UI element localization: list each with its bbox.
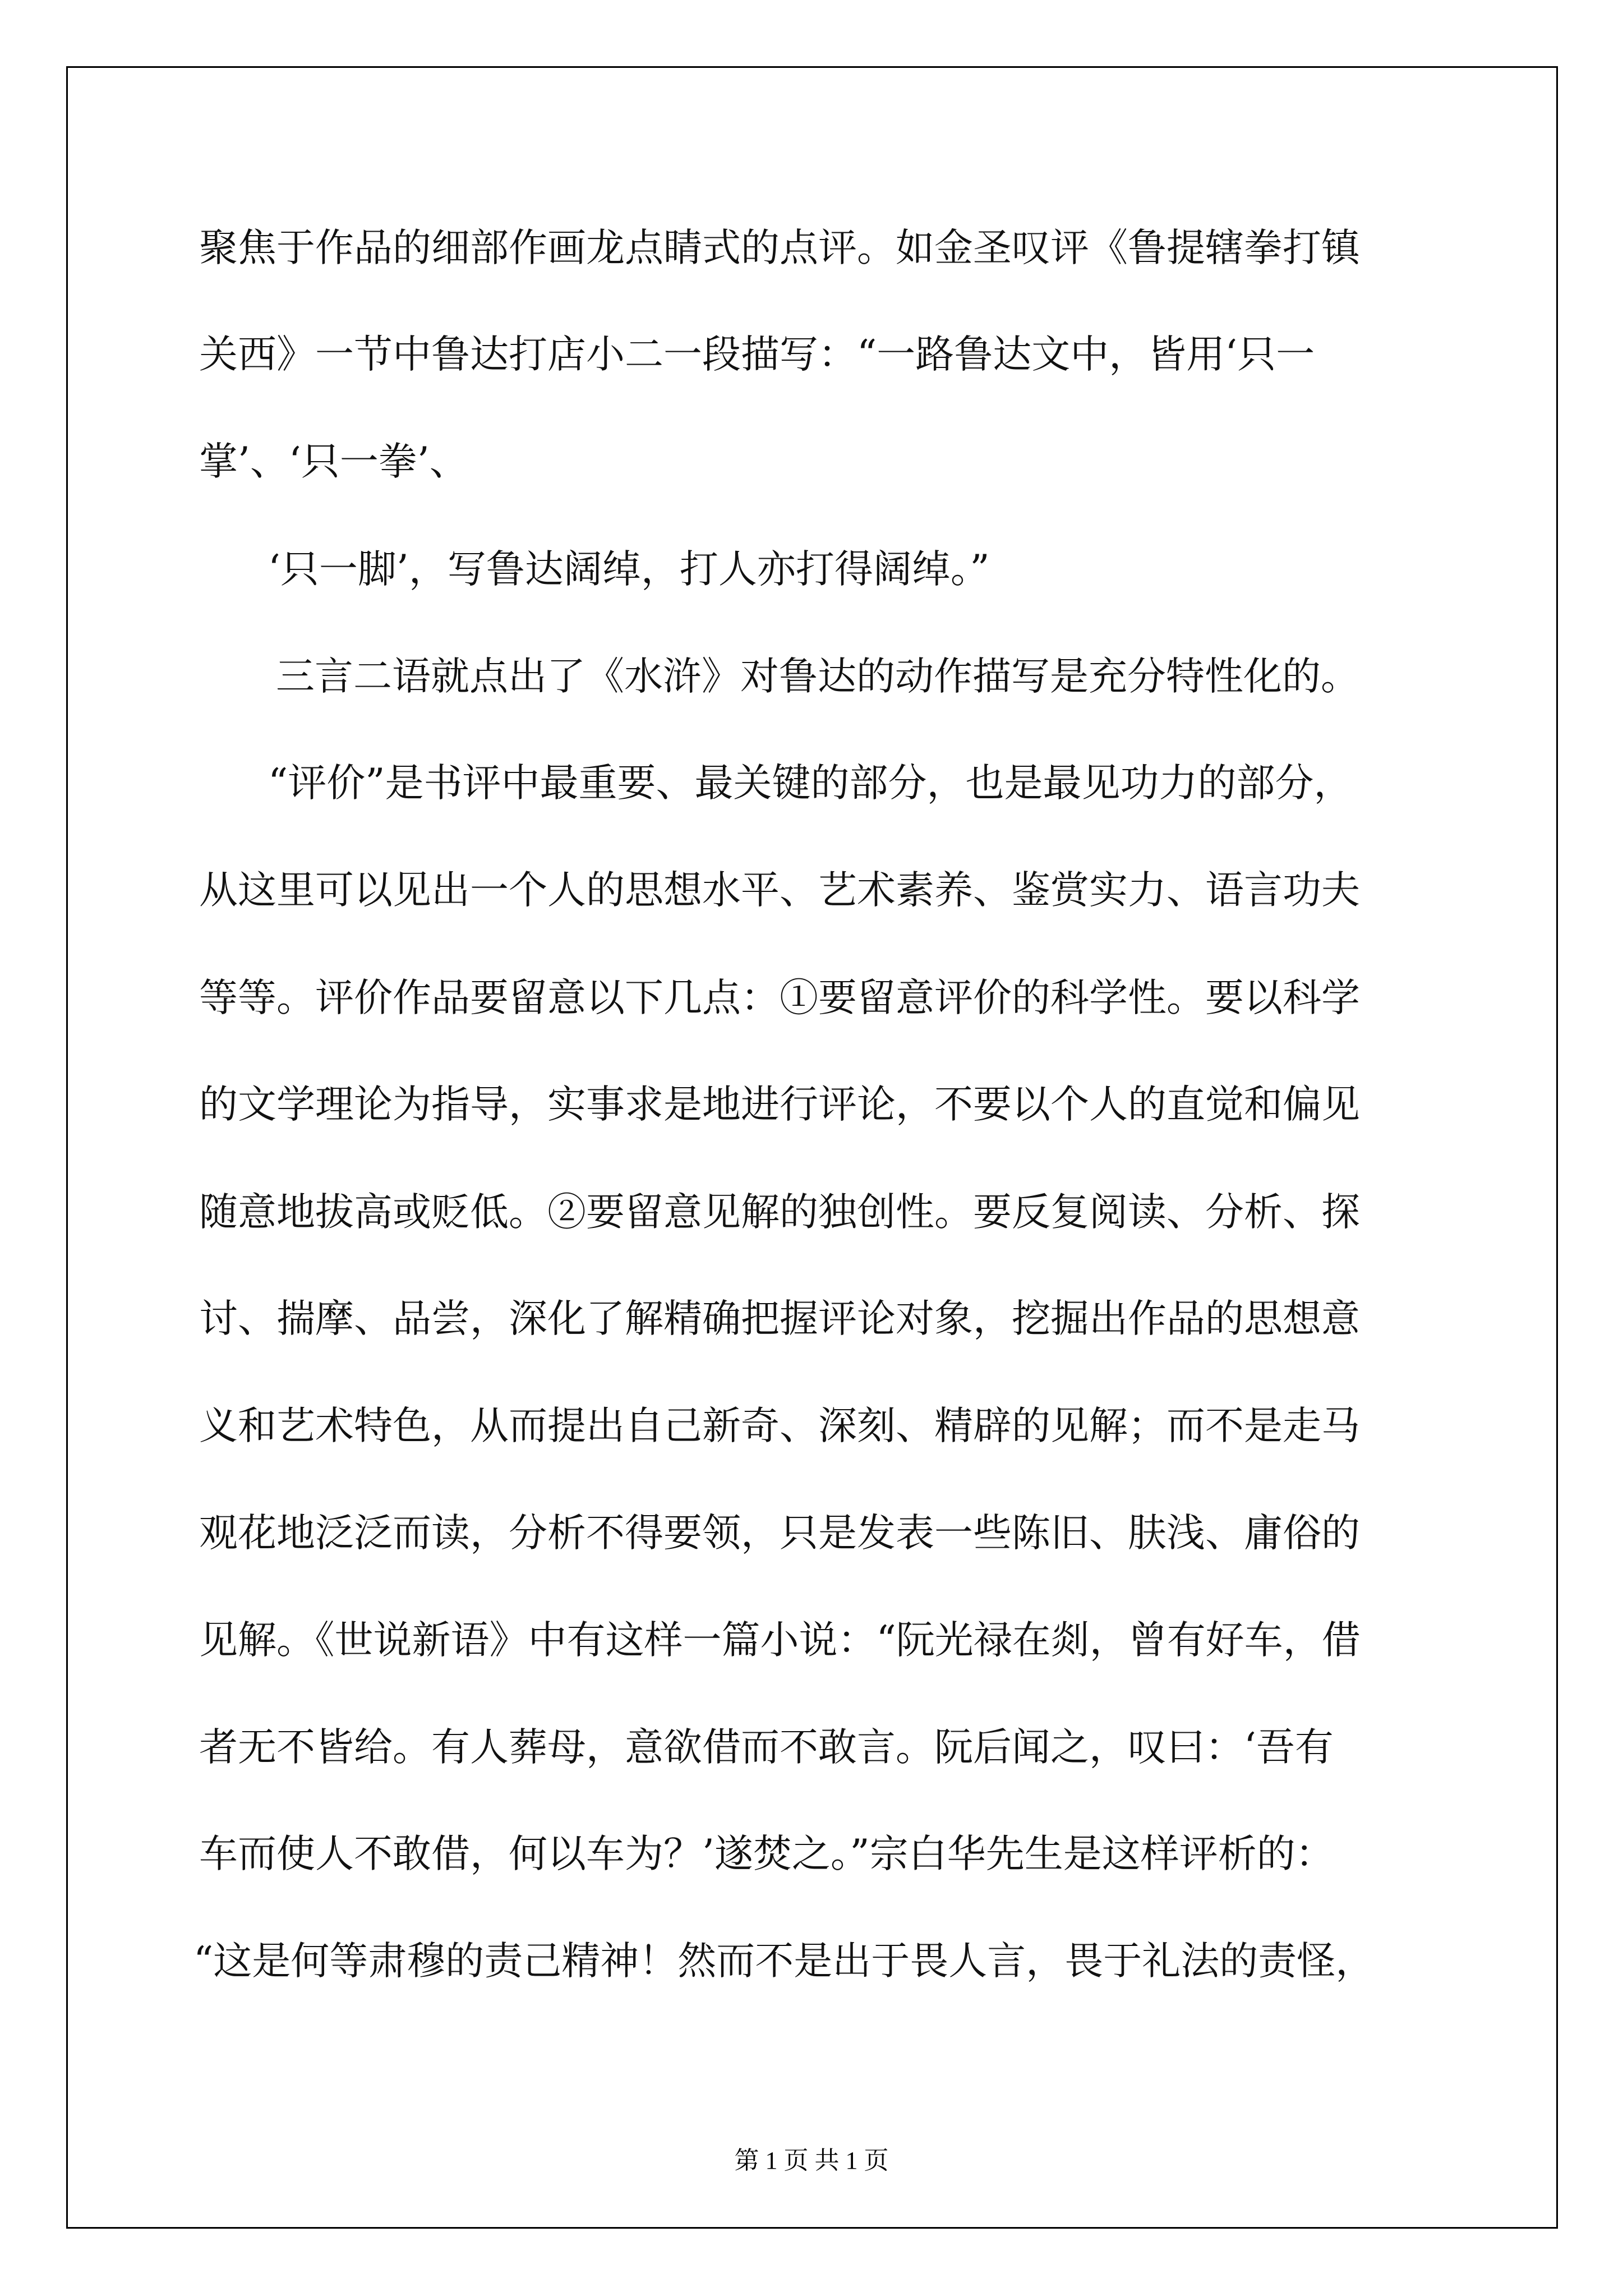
body-line-8: 等等。评价作品要留意以下几点：①要留意评价的科学性。要以科学 xyxy=(199,976,1360,1020)
body-line-14: 见解。《世说新语》中有这样一篇小说：“阮光禄在剡，曾有好车，借 xyxy=(199,1618,1361,1663)
body-line-11: 讨、揣摩、品尝，深化了解精确把握评论对象，挖掘出作品的思想意 xyxy=(199,1296,1360,1341)
body-line-12: 义和艺术特色，从而提出自己新奇、深刻、精辟的见解；而不是走马 xyxy=(199,1404,1360,1448)
body-line-7: 从这里可以见出一个人的思想水平、艺术素养、鉴赏实力、语言功夫 xyxy=(199,868,1360,913)
body-line-17: “这是何等肃穆的责己精神！然而不是出于畏人言，畏于礼法的责怪， xyxy=(193,1939,1375,1984)
body-line-15: 者无不皆给。有人葬母，意欲借而不敢言。阮后闻之，叹曰：‘吾有 xyxy=(199,1725,1334,1770)
body-line-10: 随意地拔高或贬低。②要留意见解的独创性。要反复阅读、分析、探 xyxy=(199,1190,1360,1235)
body-line-13: 观花地泛泛而读，分析不得要领，只是发表一些陈旧、肤浅、庸俗的 xyxy=(199,1511,1360,1556)
body-line-9: 的文学理论为指导，实事求是地进行评论，不要以个人的直觉和偏见 xyxy=(199,1082,1360,1127)
page-number-footer: 第 1 页 共 1 页 xyxy=(734,2147,889,2174)
body-line-2: 关西》一节中鲁达打店小二一段描写：“一路鲁达文中，皆用‘只一 xyxy=(199,332,1315,377)
body-line-16: 车而使人不敢借，何以车为？’遂焚之。”宗白华先生是这样评析的： xyxy=(199,1832,1334,1876)
body-line-3: 掌’、‘只一拳’、 xyxy=(199,439,468,484)
body-line-5: 三言二语就点出了《水浒》对鲁达的动作描写是充分特性化的。 xyxy=(276,654,1359,699)
page-border xyxy=(66,66,1558,2229)
body-line-6: “评价”是书评中最重要、最关键的部分，也是最见功力的部分， xyxy=(268,761,1353,806)
body-line-1: 聚焦于作品的细部作画龙点睛式的点评。如金圣叹评《鲁提辖拳打镇 xyxy=(199,226,1360,270)
body-line-4: ‘只一脚’，写鲁达阔绰，打人亦打得阔绰。” xyxy=(268,547,990,592)
